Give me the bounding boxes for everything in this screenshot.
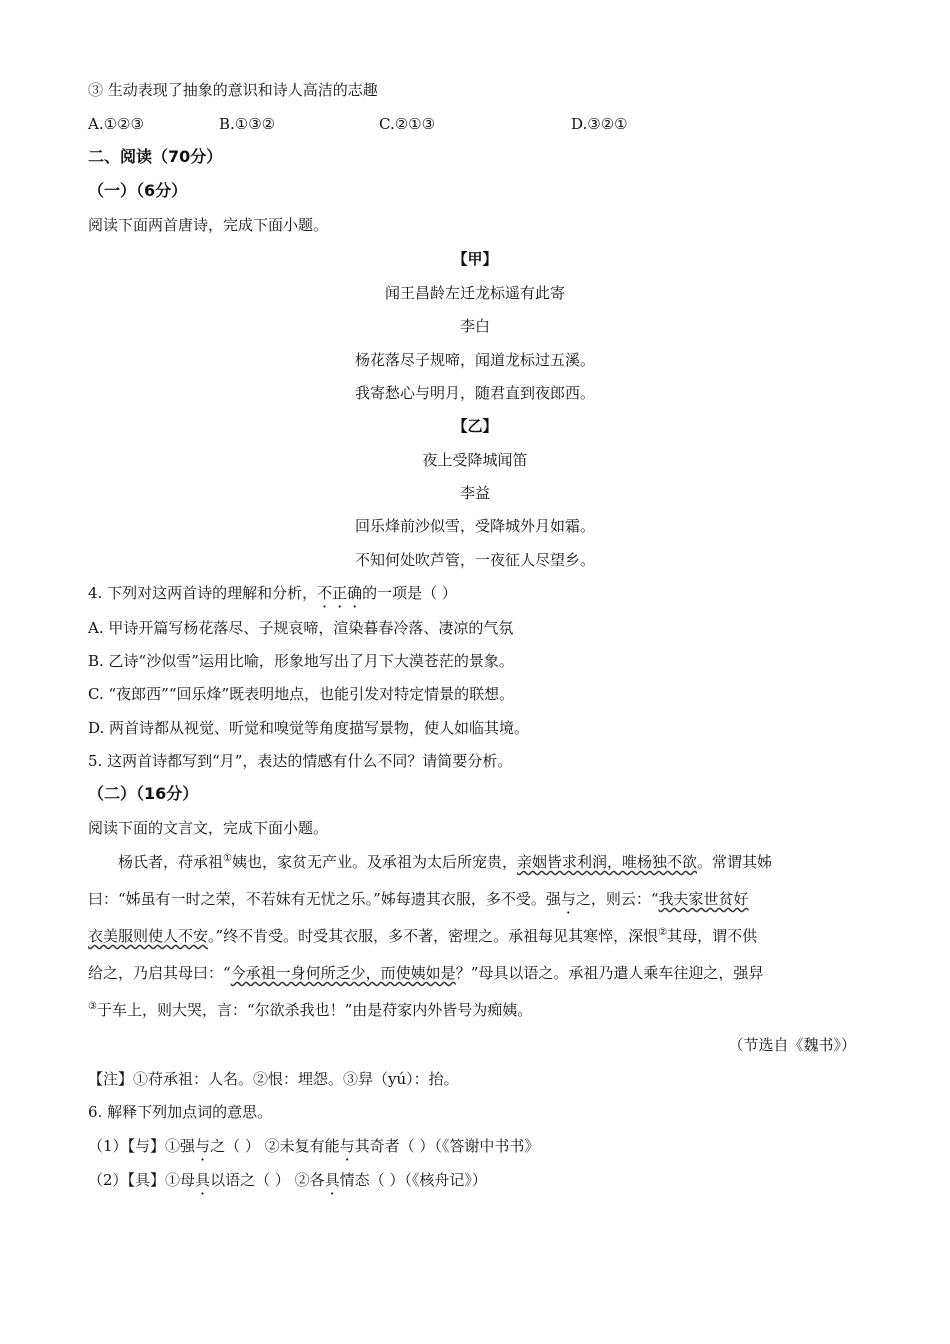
passage-line-5: ③于车上，则大哭，言：“尔欲杀我也！”由是苻家内外皆号为痴姨。: [88, 1001, 533, 1019]
passage-line-3: 衣美服则使人不安。”终不肯受。时受其衣服，多不著，密埋之。承祖每见其寒悴，深恨②其母，谓不供: [88, 927, 758, 945]
emphasis-dot-char: 具: [324, 1171, 340, 1189]
q6-stem: 6. 解释下列加点词的意思。: [88, 1103, 273, 1121]
q5-stem: 5. 这两首诗都写到“月”，表达的情感有什么不同？请简要分析。: [88, 752, 513, 770]
part-2-title: （二）（16分）: [88, 784, 199, 803]
poem-b-title: 夜上受降城闻笛: [422, 451, 528, 469]
poem-a-mark: 【甲】: [452, 250, 498, 268]
poem-b-line-2: 不知何处吹芦管，一夜征人尽望乡。: [354, 551, 595, 569]
underlined-sentence: 衣美服则使人不安: [88, 927, 209, 945]
underlined-sentence: 亲姻皆求利润，唯杨独不欲: [517, 853, 698, 871]
poem-a-line-1: 杨花落尽子规啼，闻道龙标过五溪。: [354, 351, 595, 369]
part-1-intro: 阅读下面两首唐诗，完成下面小题。: [88, 216, 329, 234]
poem-b-mark: 【乙】: [452, 417, 498, 435]
q3-option-b: B.①③②: [219, 115, 276, 133]
emphasis-dot-char: 具: [195, 1171, 211, 1189]
emphasis-dot-char: 正: [332, 584, 348, 602]
emphasis-dot-char: 与: [339, 1137, 355, 1155]
q4-option-c: C. “夜郎西”“回乐烽”既表明地点，也能引发对特定情景的联想。: [88, 685, 515, 703]
passage-line-1: 杨氏者，苻承祖①姨也，家贫无产业。及承祖为太后所宠贵，亲姻皆求利润，唯杨独不欲。常谓其姊: [118, 853, 773, 871]
q6-row-2: （2）【具】①母具以语之（ ） ②各具情态（ ）（《核舟记》）: [88, 1171, 487, 1189]
underlined-sentence: 今承祖一身何所乏少，而使姨如是: [230, 964, 456, 982]
q4-option-b: B. 乙诗“沙似雪”运用比喻，形象地写出了月下大漠苍茫的景象。: [88, 652, 514, 670]
poem-b-line-1: 回乐烽前沙似雪，受降城外月如霜。: [354, 517, 595, 535]
emphasis-dot-char: 与: [560, 890, 576, 908]
poem-a-author: 李白: [459, 317, 490, 335]
q3-options: [88, 114, 628, 134]
q6-row-1: （1）【与】①强与之（ ） ②未复有能与其奇者（ ）（《答谢中书书》: [88, 1137, 540, 1155]
q3-item-3: ③ 生动表现了抽象的意识和诗人高洁的志趣: [88, 81, 378, 99]
q4-option-d: D. 两首诗都从视觉、听觉和嗅觉等角度描写景物，使人如临其境。: [88, 719, 530, 737]
annotation-note: 【注】①苻承祖：人名。②恨：埋怨。③舁（yú）：抬。: [88, 1070, 459, 1088]
passage-line-4: 给之，乃启其母曰：“今承祖一身何所乏少，而使姨如是？”母具以语之。承祖乃遣人乘车往迎之，强舁: [88, 964, 764, 982]
q3-option-a: A.①②③: [88, 115, 144, 133]
q4-stem: 4. 下列对这两首诗的理解和分析，不正确的一项是（ ）: [88, 584, 457, 602]
emphasis-dot-char: 与: [195, 1137, 211, 1155]
section-2-title: 二、阅读（70分）: [88, 147, 223, 166]
passage-source: （节选自《魏书》）: [728, 1036, 856, 1054]
emphasis-dot-char: 不: [317, 584, 333, 602]
part-2-intro: 阅读下面的文言文，完成下面小题。: [88, 819, 329, 837]
poem-a-line-2: 我寄愁心与明月，随君直到夜郎西。: [354, 384, 595, 402]
poem-a-title: 闻王昌龄左迁龙标遥有此寄: [384, 284, 565, 302]
q3-option-d: D.③②①: [571, 115, 628, 133]
passage-line-2: 曰：“姊虽有一时之荣，不若妹有无忧之乐。”姊每遗其衣服，多不受。强与之，则云：“我夫家世贫好: [88, 890, 749, 908]
part-1-title: （一）（6分）: [88, 181, 188, 200]
underlined-sentence: 我夫家世贫好: [658, 890, 749, 908]
q3-option-c: C.②①③: [379, 115, 436, 133]
emphasis-dot-char: 确: [347, 584, 363, 602]
q4-option-a: A. 甲诗开篇写杨花落尽、子规哀啼，渲染暮春冷落、凄凉的气氛: [88, 619, 514, 637]
poem-b-author: 李益: [459, 484, 490, 502]
